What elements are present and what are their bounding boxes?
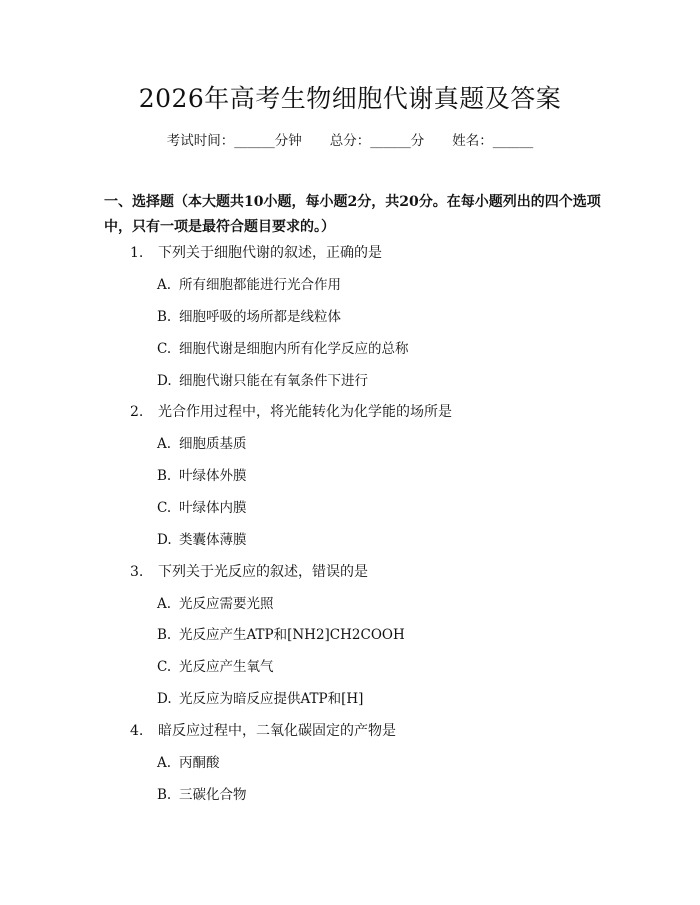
question-number: 1. [130, 245, 144, 261]
time-unit: 分钟 [274, 133, 302, 149]
option-text: 丙酮酸 [179, 755, 220, 771]
option-letter: B. [157, 468, 172, 484]
page-title: 2026年高考生物细胞代谢真题及答案 [138, 84, 562, 113]
name-blank: ______ [492, 133, 534, 149]
score-blank: ______ [370, 133, 411, 149]
time-blank: ______ [234, 133, 275, 149]
option-text: 光反应产生ATP和[NH2]CH2COOH [179, 627, 405, 643]
option-text: 光反应为暗反应提供ATP和[H] [179, 691, 364, 707]
question-2 [130, 402, 452, 422]
option-2a [157, 434, 247, 454]
option-text: 细胞质基质 [179, 436, 247, 452]
option-letter: C. [157, 341, 172, 357]
question-stem: 暗反应过程中，二氧化碳固定的产物是 [158, 723, 396, 739]
name-label: 姓名： [452, 133, 493, 149]
option-1b [157, 307, 341, 327]
exam-meta [0, 131, 700, 151]
option-text: 光反应产生氧气 [179, 659, 274, 675]
option-3c [157, 657, 274, 677]
question-number: 2. [130, 404, 144, 420]
question-3 [130, 562, 368, 582]
option-2d [157, 530, 247, 550]
question-stem: 光合作用过程中，将光能转化为化学能的场所是 [158, 404, 452, 420]
option-letter: A. [157, 436, 172, 452]
option-letter: B. [157, 787, 172, 803]
option-3d [157, 689, 363, 709]
option-letter: D. [157, 373, 172, 389]
option-text: 叶绿体外膜 [179, 468, 247, 484]
option-1d [157, 371, 368, 391]
question-stem: 下列关于细胞代谢的叙述，正确的是 [158, 245, 382, 261]
option-letter: B. [157, 627, 172, 643]
option-3b [157, 625, 405, 645]
option-text: 三碳化合物 [179, 787, 247, 803]
score-unit: 分 [410, 133, 425, 149]
option-text: 细胞代谢只能在有氧条件下进行 [179, 373, 368, 389]
option-letter: A. [157, 755, 172, 771]
option-text: 细胞呼吸的场所都是线粒体 [179, 309, 341, 325]
question-number: 4. [130, 723, 144, 739]
option-text: 所有细胞都能进行光合作用 [179, 277, 341, 293]
option-1a [157, 275, 341, 295]
option-letter: A. [157, 277, 172, 293]
option-4a [157, 753, 220, 773]
option-letter: D. [157, 532, 172, 548]
question-1 [130, 243, 382, 263]
option-letter: A. [157, 596, 172, 612]
option-text: 光反应需要光照 [179, 596, 274, 612]
option-text: 叶绿体内膜 [179, 500, 247, 516]
option-letter: B. [157, 309, 172, 325]
option-letter: C. [157, 500, 172, 516]
option-2b [157, 466, 247, 486]
option-4b [157, 785, 247, 805]
option-2c [157, 498, 247, 518]
time-label: 考试时间： [166, 133, 235, 149]
question-number: 3. [130, 564, 144, 580]
question-stem: 下列关于光反应的叙述，错误的是 [158, 564, 368, 580]
score-label: 总分： [329, 133, 371, 149]
option-1c [157, 339, 409, 359]
option-text: 细胞代谢是细胞内所有化学反应的总称 [179, 341, 409, 357]
option-letter: C. [157, 659, 172, 675]
question-4 [130, 721, 396, 741]
option-text: 类囊体薄膜 [179, 532, 247, 548]
section-heading: 一、选择题（本大题共10小题，每小题2分，共20分。在每小题列出的四个选项中，只有一项是最符合题目要求的。） [104, 194, 601, 235]
option-3a [157, 594, 274, 614]
option-letter: D. [157, 691, 172, 707]
